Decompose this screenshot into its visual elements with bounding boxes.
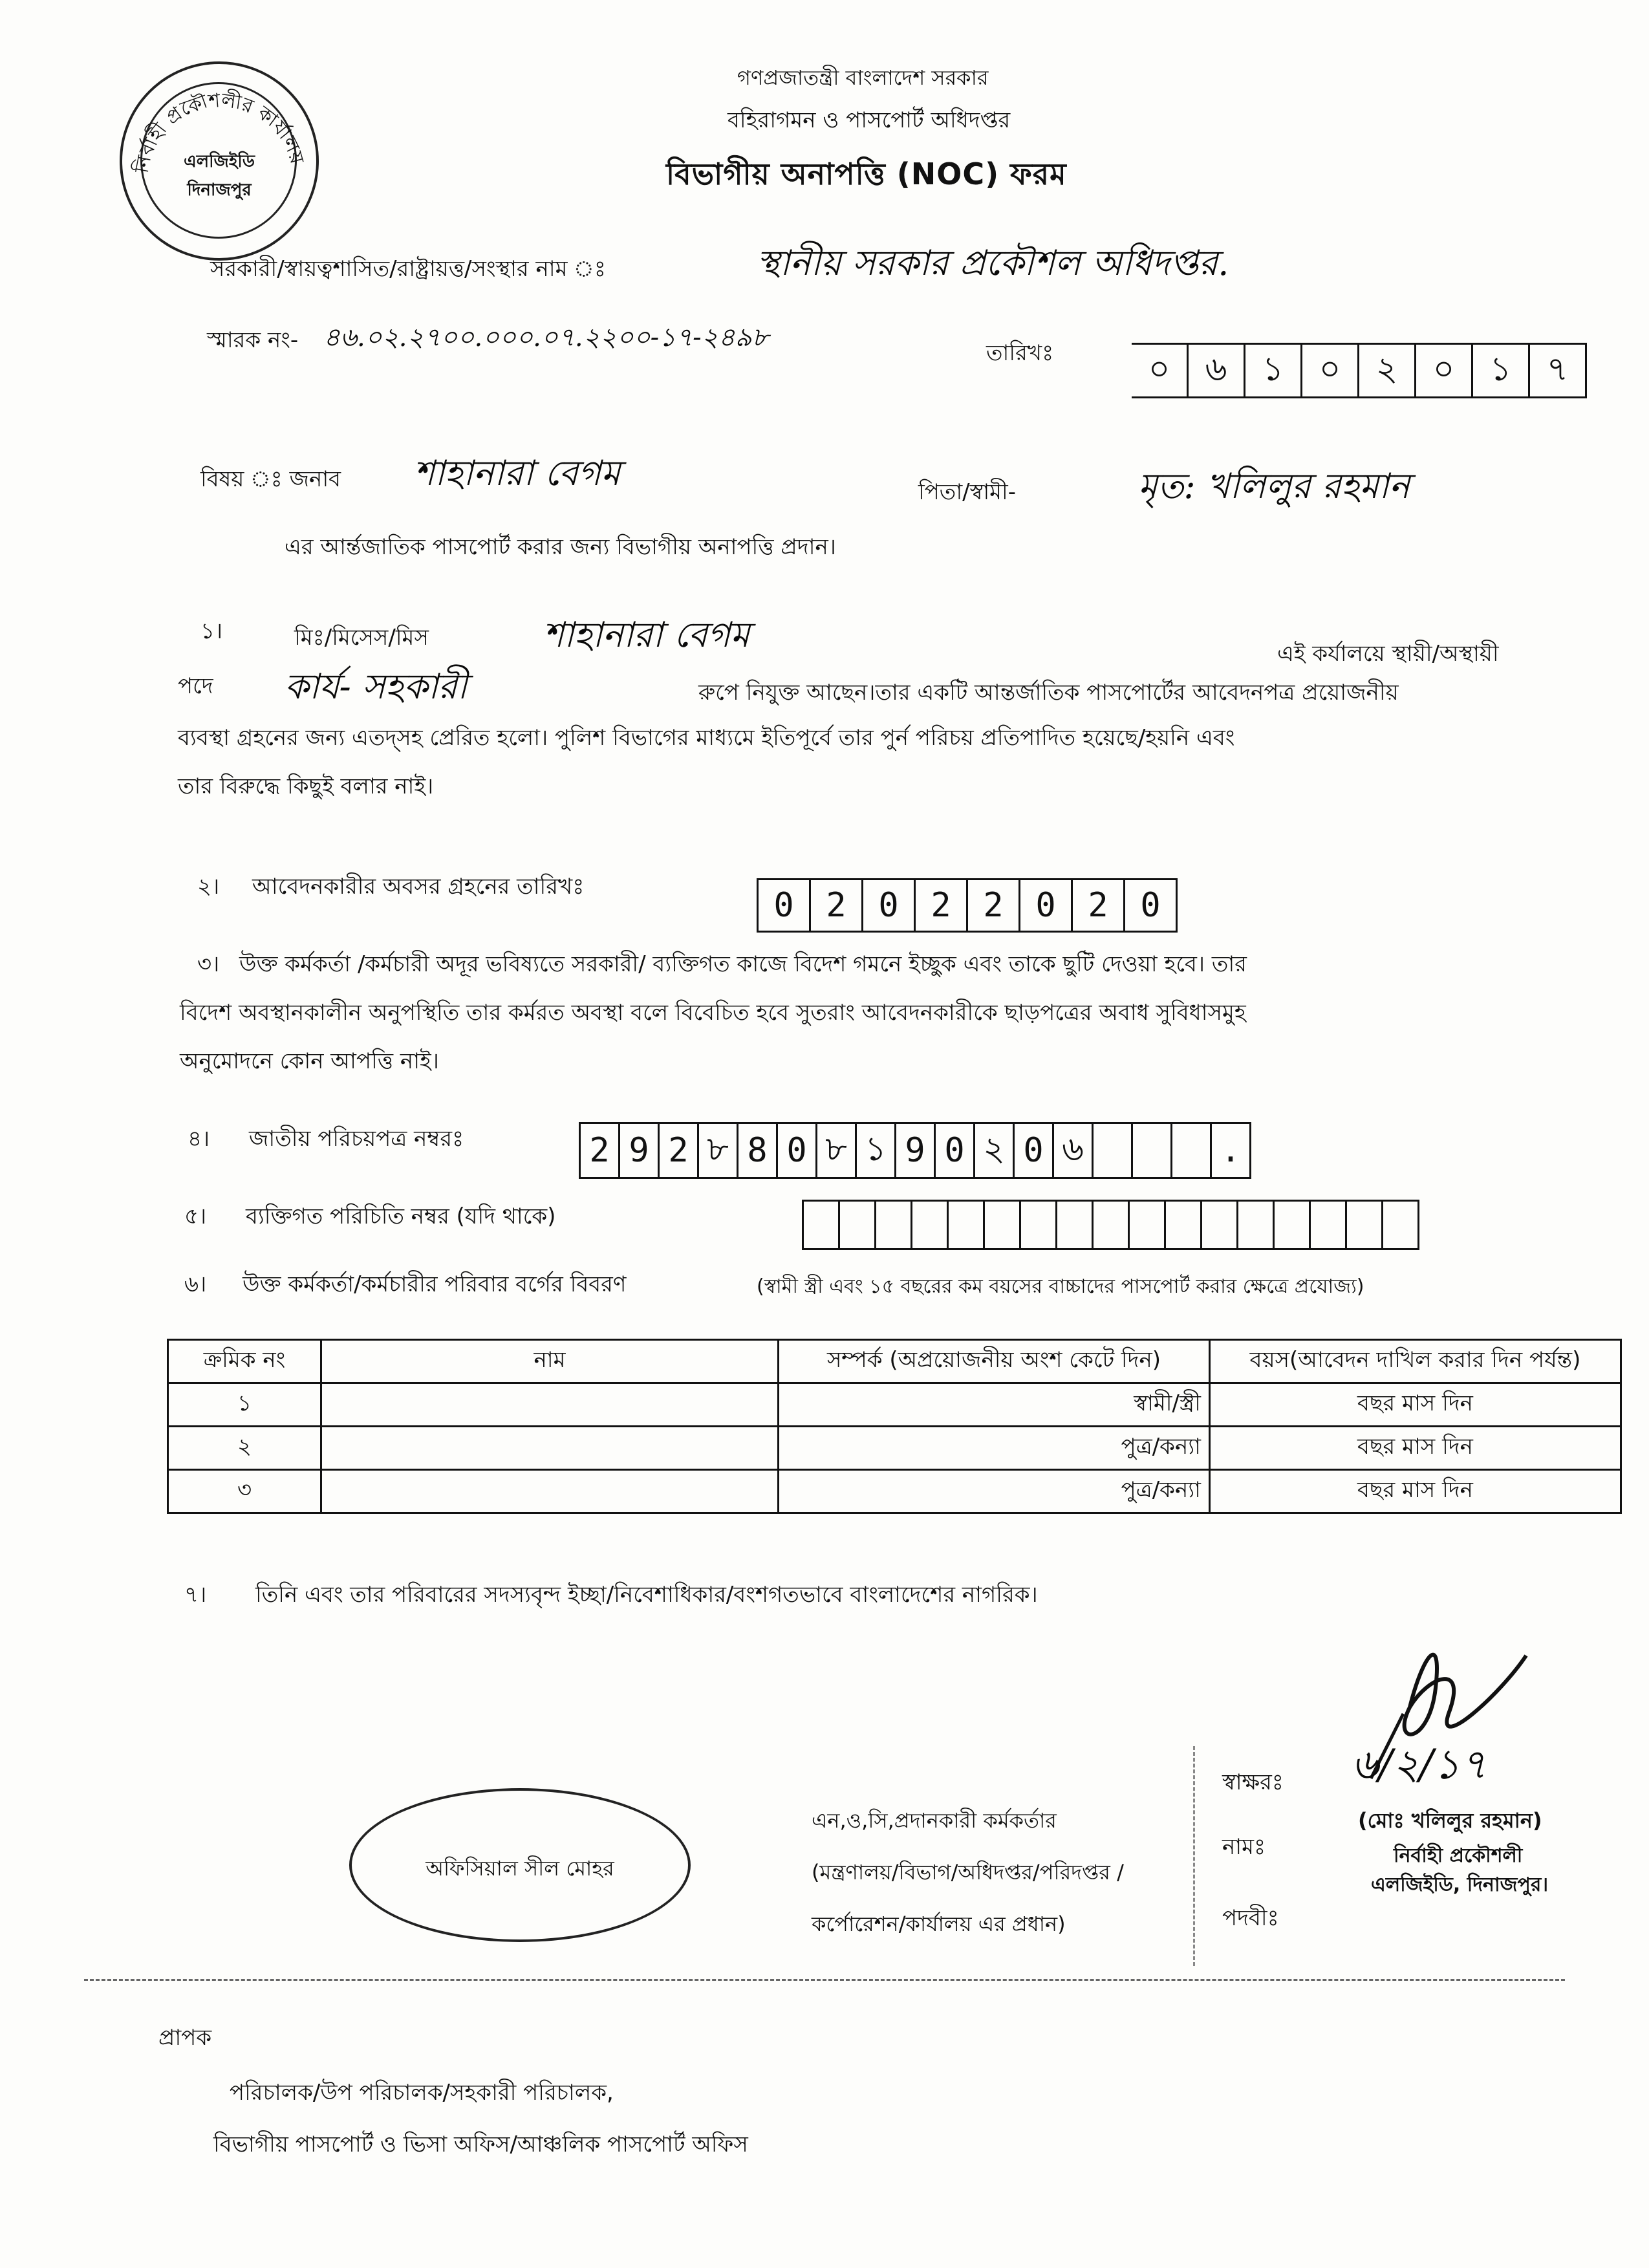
date-boxes [1132,343,1587,398]
table-row [168,1383,1621,1427]
item1-line4: তার বিরুদ্ধে কিছুই বলার নাই। [178,773,434,799]
relation-cell: স্বামী/স্ত্রী [779,1383,1210,1427]
signature-separator [1193,1746,1195,1966]
item1-title-label: মিঃ/মিসেস/মিস [294,625,429,651]
name-cell [321,1470,779,1513]
personal-id-cell [949,1202,985,1248]
name-cell [321,1427,779,1470]
nid-digit: 0 [936,1124,975,1177]
nid-digit: ২ [975,1124,1015,1177]
age-cell: বছর মাস দিন [1210,1383,1621,1427]
department-heading: বহিরাগমন ও পাসপোর্ট অধিদপ্তর [727,107,1011,133]
retirement-digit: 0 [1140,886,1161,925]
subject-parent-name: মৃত: খলিলুর রহমান [1138,466,1410,506]
nid-digit [1133,1124,1172,1177]
serial-cell: ৩ [168,1470,321,1513]
personal-id-cell [1130,1202,1166,1248]
item3-number: ৩। [197,951,220,977]
family-table-header-row [168,1340,1621,1383]
subject-parent-label: পিতা/স্বামী- [918,479,1017,505]
nid-boxes [579,1122,1251,1179]
personal-id-boxes [802,1200,1419,1250]
column-header: নাম [321,1340,779,1383]
nid-digit: ১ [857,1124,896,1177]
item3-line2: বিদেশ অবস্থানকালীন অনুপস্থিতি তার কর্মরত অবস্থা বলে বিবেচিত হবে সুতরাং আবেদনকারীকে ছাড়পত্রের অবাধ সুবিধাসমুহ [180,1000,1246,1026]
relation-cell: পুত্র/কন্যা [779,1470,1210,1513]
org-value: স্থানীয় সরকার প্রকৌশল অধিদপ্তর. [757,243,1229,283]
item1-number: ১। [200,618,223,644]
column-header: সম্পর্ক (অপ্রয়োজনীয় অংশ কেটে দিন) [779,1340,1210,1383]
item6-number: ৬। [184,1271,207,1297]
date-digit: ৭ [1546,349,1569,389]
recipient-label: প্রাপক [158,2025,212,2051]
item5-number: ৫। [184,1204,207,1229]
issuer-line1: এন,ও,সি,প্রদানকারী কর্মকর্তার [812,1808,1057,1833]
age-cell: বছর মাস দিন [1210,1427,1621,1470]
item1-line2: রুপে নিযুক্ত আছেন।তার একটি আন্তর্জাতিক পাসপোর্টের আবেদনপত্র প্রয়োজনীয় [698,680,1399,706]
stamp-office: এলজিইডি, দিনাজপুর। [1371,1874,1549,1896]
personal-id-cell [876,1202,912,1248]
memo-label: স্মারক নং- [207,327,299,353]
nid-digit: 8 [738,1124,778,1177]
personal-id-cell [1021,1202,1057,1248]
table-row [168,1470,1621,1513]
nid-digit: ৬ [1054,1124,1094,1177]
date-digit: ১ [1473,345,1530,396]
retirement-digit: 2 [916,880,968,931]
issuer-line2: (মন্ত্রণালয়/বিভাগ/অধিদপ্তর/পরিদপ্তর / [812,1860,1124,1885]
recipient-line1: পরিচালক/উপ পরিচালক/সহকারী পরিচালক, [230,2080,614,2106]
date-digit: ০ [1132,345,1189,396]
date-digit: ২ [1359,345,1416,396]
svg-text:নির্বাহী প্রকৌশলীর কার্যালয়: নির্বাহী প্রকৌশলীর কার্যালয় [130,89,308,175]
item7-number: ৭। [184,1582,207,1608]
table-row [168,1427,1621,1470]
name-label: নামঃ [1222,1834,1266,1860]
retirement-digit: 0 [863,880,916,931]
nid-digit: 2 [660,1124,699,1177]
nid-digit: 2 [581,1124,620,1177]
retirement-date-boxes [757,878,1178,933]
personal-id-cell [1383,1202,1417,1248]
date-label: তারিখঃ [986,340,1054,366]
item7-text: তিনি এবং তার পরিবারের সদস্যবৃন্দ ইচ্ছা/নিবেশাধিকার/বংশগতভাবে বাংলাদেশের নাগরিক। [255,1582,1038,1608]
retirement-digit: 0 [759,880,811,931]
item1-line3: ব্যবস্থা গ্রহনের জন্য এতদ্‌সহ প্রেরিত হলো। পুলিশ বিভাগের মাধ্যমে ইতিপূর্বে তার পুর্ন পরিচয় প্রতিপাদিত হয়েছে/হয়নি এবং [178,725,1235,751]
government-heading: গণপ্রজাতন্ত্রী বাংলাদেশ সরকার [737,65,989,90]
recipient-divider [84,1979,1565,1981]
subject-line2: এর আর্ন্তজাতিক পাসপোর্ট করার জন্য বিভাগীয় অনাপত্তি প্রদান। [285,534,836,560]
nid-digit [1172,1124,1212,1177]
item5-label: ব্যক্তিগত পরিচিতি নম্বর (যদি থাকে) [246,1204,556,1229]
date-digit: ১ [1245,345,1302,396]
nid-digit: ৮ [699,1124,738,1177]
serial-cell: ২ [168,1427,321,1470]
item3-line3: অনুমোদনে কোন আপত্তি নাই। [180,1048,439,1074]
family-table [167,1339,1622,1514]
retirement-digit: 2 [968,880,1020,931]
personal-id-cell [1094,1202,1130,1248]
org-label: সরকারী/স্বায়ত্বশাসিত/রাষ্ট্রায়ত্ত/সংস্থার নাম ঃ [210,256,606,282]
office-seal [120,61,319,261]
date-digit: ০ [1416,345,1473,396]
personal-id-cell [1166,1202,1202,1248]
nid-digit: 0 [1015,1124,1054,1177]
age-cell: বছর মাস দিন [1210,1470,1621,1513]
nid-digit [1094,1124,1133,1177]
nid-digit: 9 [896,1124,936,1177]
relation-cell: পুত্র/কন্যা [779,1427,1210,1470]
personal-id-cell [985,1202,1021,1248]
item4-label: জাতীয় পরিচয়পত্র নম্বরঃ [249,1126,464,1152]
office-seal-inner-text: এলজিইডি দিনাজপুর [184,152,255,200]
item6-label: উক্ত কর্মকর্তা/কর্মচারীর পরিবার বর্গের বিবরণ [242,1271,627,1297]
column-header: ক্রমিক নং [168,1340,321,1383]
stamp-name: (মোঃ খলিলুর রহমান) [1358,1808,1542,1833]
item3-line1: উক্ত কর্মকর্তা /কর্মচারী অদূর ভবিষ্যতে সরকারী/ ব্যক্তিগত কাজে বিদেশ গমনে ইচ্ছুক এবং তাকে ছুটি দেওয়া হবে। তার [239,951,1247,977]
recipient-line2: বিভাগীয় পাসপোর্ট ও ভিসা অফিস/আঞ্চলিক পাসপোর্ট অফিস [213,2132,748,2157]
signature-date: ৬/২/১৭ [1352,1741,1487,1789]
personal-id-cell [1202,1202,1238,1248]
retirement-digit: 0 [1020,880,1073,931]
item1-post: কার্য- সহকারী [285,666,468,707]
stamp-title: নির্বাহী প্রকৌশলী [1394,1844,1523,1867]
item4-number: ৪। [188,1126,210,1152]
personal-id-cell [1311,1202,1347,1248]
nid-digit: ৮ [817,1124,857,1177]
subject-label: বিষয় ঃ জনাব [200,466,341,492]
item2-number: ২। [197,874,220,900]
personal-id-cell [1347,1202,1383,1248]
personal-id-cell [840,1202,876,1248]
personal-id-cell [1275,1202,1311,1248]
date-digit: ৬ [1189,345,1245,396]
item1-post-label: পদে [178,673,213,699]
designation-label: পদবীঃ [1222,1905,1279,1931]
memo-value: ৪৬.০২.২৭০০.০০০.০৭.২২০০-১৭-২৪৯৮ [323,323,769,352]
nid-digit: 0 [778,1124,817,1177]
personal-id-cell [1057,1202,1094,1248]
item1-name: শাহানারা বেগম [543,614,750,655]
retirement-digit: 2 [1073,880,1125,931]
sign-label: স্বাক্ষরঃ [1222,1769,1284,1795]
personal-id-cell [912,1202,949,1248]
official-seal-oval [349,1788,691,1942]
personal-id-cell [1238,1202,1275,1248]
subject-name: শাহানারা বেগম [414,453,621,493]
name-cell [321,1383,779,1427]
nid-digit: . [1220,1131,1241,1170]
item1-tail: এই কর্যালয়ে স্থায়ী/অস্থায়ী [1277,641,1499,667]
issuer-line3: কর্পোরেশন/কার্যালয় এর প্রধান) [812,1912,1066,1936]
form-title: বিভাগীয় অনাপত্তি (NOC) ফরম [666,157,1067,191]
personal-id-cell [804,1202,840,1248]
item6-note: (স্বামী স্ত্রী এবং ১৫ বছরের কম বয়সের বাচ্চাদের পাসপোর্ট করার ক্ষেত্রে প্রযোজ্য) [757,1275,1364,1298]
retirement-digit: 2 [811,880,863,931]
serial-cell: ১ [168,1383,321,1427]
column-header: বয়স(আবেদন দাখিল করার দিন পর্যন্ত) [1210,1340,1621,1383]
item2-label: আবেদনকারীর অবসর গ্রহনের তারিখঃ [252,874,585,900]
nid-digit: 9 [620,1124,660,1177]
official-seal-label: অফিসিয়াল সীল মোহর [426,1856,614,1881]
date-digit: ০ [1302,345,1359,396]
